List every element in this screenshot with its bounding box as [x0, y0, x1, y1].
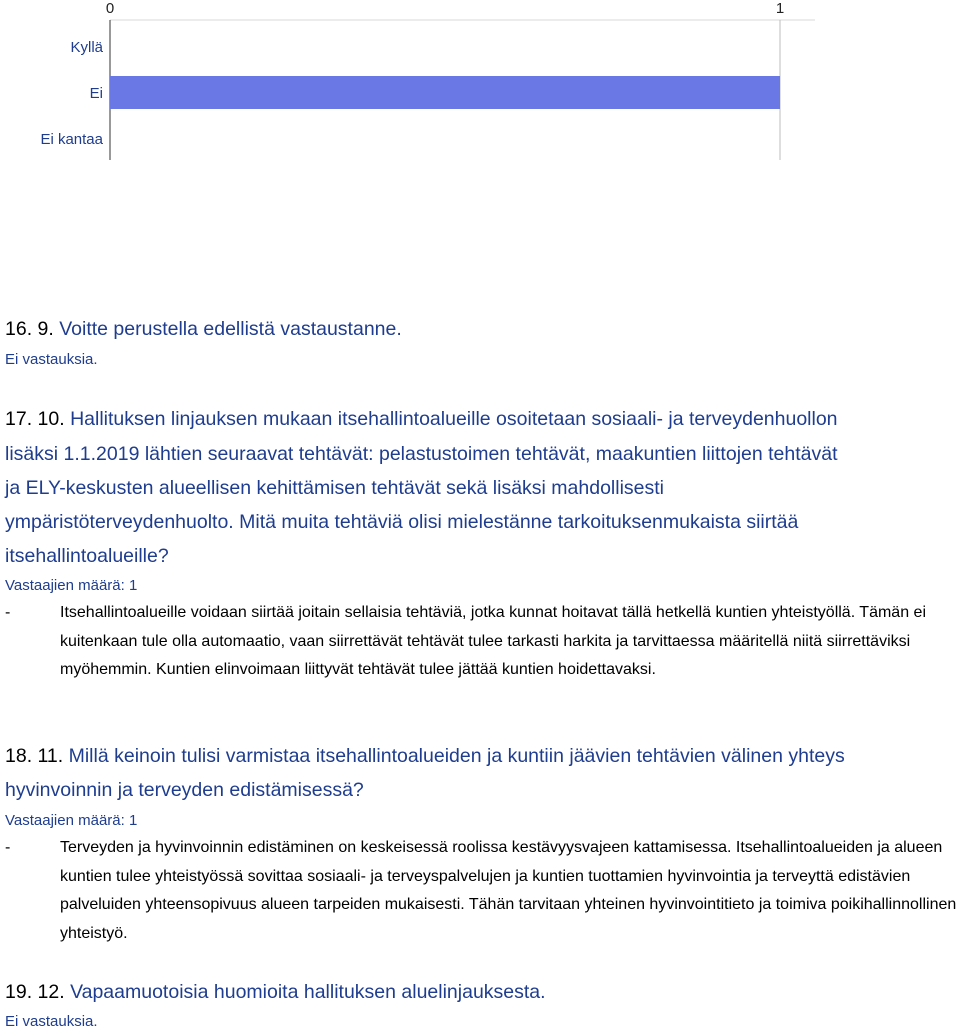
question-text: Vapaamuotoisia huomioita hallituksen aluelinjauksesta.: [70, 981, 546, 1003]
question-18-title-line-2: hyvinvoinnin ja terveyden edistämisessä?: [5, 779, 364, 801]
question-17-title-line-5: itsehallintoalueille?: [5, 545, 169, 567]
question-18-title-line-1: [5, 740, 845, 773]
question-number: 17. 10.: [5, 408, 65, 430]
chart-bars: [110, 76, 780, 109]
question-number: 16. 9.: [5, 318, 54, 340]
question-17-title-line-4: ympäristöterveydenhuolto. Mitä muita tehtäviä olisi mielestänne tarkoituksenmukaista siirtää: [5, 511, 799, 533]
chart-tick-labels: [106, 0, 784, 17]
question-17-answer: [5, 599, 960, 685]
chart-category-label: Kyllä: [70, 39, 103, 56]
question-18-answer: [5, 834, 960, 948]
chart-category-label: Ei kantaa: [40, 131, 103, 148]
answer-text: Itsehallintoalueille voidaan siirtää joitain sellaisia tehtäviä, jotka kunnat hoitavat tällä hetkellä kuntien yhteistyöllä. Tämän ei kuitenkaan tule olla automaatio, vaan siirrettävät tehtävät tulee tarkasti harkita ja tarvittaessa määritellä niitä siirrettäviksi myöhemmin. Kuntien elinvoimaan liittyvät tehtävät tulee jättää kuntien hoidettavaksi.: [60, 604, 926, 678]
chart-category-labels: [40, 39, 103, 148]
question-16-title: [5, 313, 402, 346]
question-text: Millä keinoin tulisi varmistaa itsehallintoalueiden ja kuntiin jäävien tehtävien välinen yhteys: [68, 745, 845, 767]
question-19-meta: Ei vastauksia.: [5, 1013, 98, 1030]
answer-bullet: -: [5, 604, 11, 621]
chart-tick-label: 1: [775, 0, 785, 17]
chart-tick-label: 0: [105, 0, 115, 17]
question-17-title-line-3: ja ELY-keskusten alueellisen kehittämisen tehtävät sekä lisäksi mahdollisesti: [5, 477, 665, 499]
answer-text: Terveyden ja hyvinvoinnin edistäminen on keskeisessä roolissa kestävyysvajeen kattamisessa. Itsehallintoalueiden ja alueen kuntien tulee yhteistyössä sovittaa sosiaali- ja terveyspalvelujen ja kuntien tuottamien hyvinvointia ja terveyttä edistävien palveluiden yhteensopivuus alueen tarpeiden mukaisesti. Tähän tarvitaan yhteinen hyvinvointitieto ja toimiva poikihallinnollinen yhteistyö.: [60, 839, 957, 942]
question-17-title-line-1: [5, 403, 838, 436]
chart-category-label: Ei: [89, 85, 103, 102]
question-17-meta: Vastaajien määrä: 1: [5, 577, 138, 594]
question-text: Voitte perustella edellistä vastaustanne.: [59, 318, 402, 340]
question-19-title: [5, 976, 546, 1009]
answer-bullet: -: [5, 839, 11, 856]
bar-chart: [0, 0, 960, 165]
question-number: 18. 11.: [5, 745, 64, 767]
question-text: Hallituksen linjauksen mukaan itsehallintoalueille osoitetaan sosiaali- ja terveydenhuollon: [70, 408, 838, 430]
question-17-title-line-2: lisäksi 1.1.2019 lähtien seuraavat tehtävät: pelastustoimen tehtävät, maakuntien liittojen tehtävät: [5, 443, 838, 465]
question-number: 19. 12.: [5, 981, 65, 1003]
question-16-meta: Ei vastauksia.: [5, 351, 98, 368]
chart-bar: [110, 76, 780, 109]
question-18-meta: Vastaajien määrä: 1: [5, 812, 138, 829]
